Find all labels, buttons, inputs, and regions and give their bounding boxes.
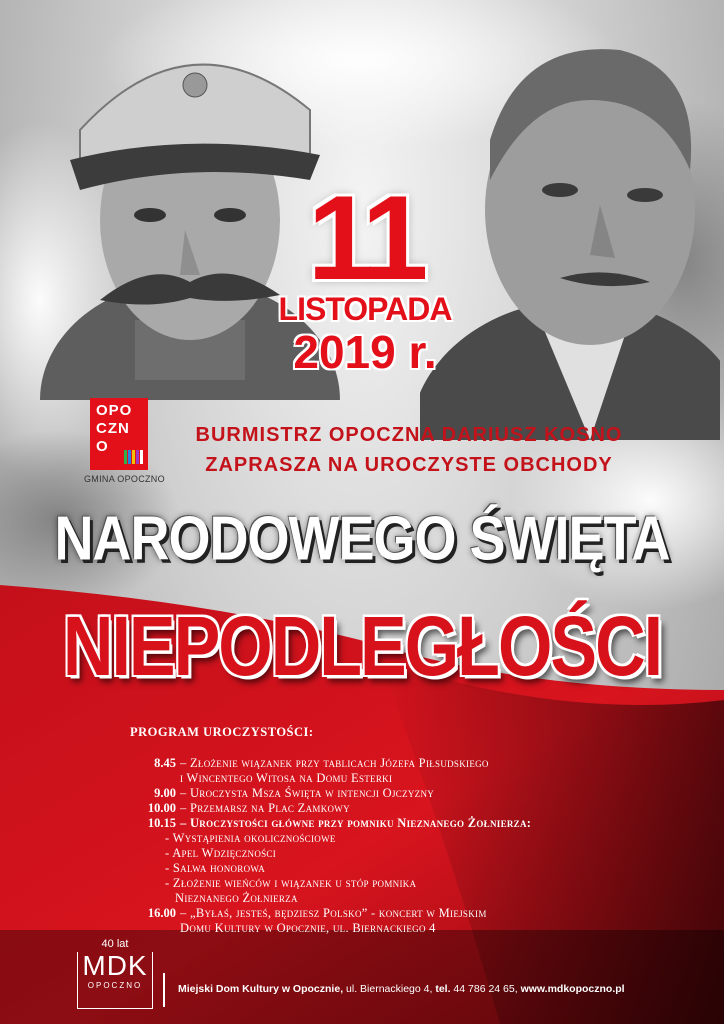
footer-address: ul. Biernackiego 4, xyxy=(343,983,436,995)
program-text: – Uroczysta Msza Święta w intencji Ojczyzny xyxy=(180,786,435,800)
program-subitem: - Wystąpienia okolicznościowe xyxy=(165,831,336,845)
headline-line-1: NARODOWEGO ŚWIĘTA xyxy=(54,504,670,574)
program-text: – Uroczystości główne przy pomniku Nieznanego Żołnierza: xyxy=(180,816,532,830)
footer-divider xyxy=(163,973,165,1007)
program-subitem: Nieznanego Żołnierza xyxy=(175,891,298,905)
program-text-continued: Domu Kultury w Opocznie, ul. Biernackiego 4 xyxy=(180,921,436,935)
footer-tel: 44 786 24 65, xyxy=(450,983,521,995)
program-time: 8.45 xyxy=(154,756,176,770)
program-item xyxy=(120,786,700,801)
invitation-text xyxy=(174,420,644,480)
program-item xyxy=(120,801,700,816)
date-year: 2019 r. xyxy=(293,326,437,378)
program-item xyxy=(120,906,700,921)
mdk-logo-frame xyxy=(77,952,153,1009)
mdk-logo xyxy=(75,938,155,1012)
logo-mark xyxy=(90,398,148,470)
program-time: 9.00 xyxy=(154,786,176,800)
program-item-continuation xyxy=(120,771,700,786)
gmina-logo xyxy=(84,398,182,484)
footer-website: www.mdkopoczno.pl xyxy=(520,983,625,995)
program-item-continuation xyxy=(120,921,700,936)
program-subitem: - Złożenie wieńców i wiązanek u stóp pomnika xyxy=(165,876,417,890)
footer-org: Miejski Dom Kultury w Opocznie, xyxy=(178,983,344,995)
program-time: 10.00 xyxy=(147,801,176,815)
program-text: – „Byłaś, jesteś, będziesz Polsko” - koncert w Miejskim xyxy=(180,906,487,920)
program-time: 10.15 xyxy=(147,816,176,830)
mdk-years: 40 lat xyxy=(101,938,129,950)
date-month: LISTOPADA xyxy=(278,291,452,327)
logo-caption: GMINA OPOCZNO xyxy=(84,474,165,484)
footer-contact xyxy=(178,983,625,995)
program-item xyxy=(120,816,700,831)
invitation-line-1: BURMISTRZ OPOCZNA DARIUSZ KOSNO xyxy=(195,424,623,446)
program-subitem: - Salwa honorowa xyxy=(165,861,265,875)
program-time: 16.00 xyxy=(147,906,176,920)
program-subitem: - Apel Wdzięczności xyxy=(165,846,277,860)
invitation-line-2: ZAPRASZA NA UROCZYSTE OBCHODY xyxy=(205,454,613,476)
event-date xyxy=(270,171,460,378)
footer-tel-label: tel. xyxy=(435,983,451,995)
program-text: – Złożenie wiązanek przy tablicach Józefa Piłsudskiego xyxy=(180,756,489,770)
program-text: – Przemarsz na Plac Zamkowy xyxy=(180,801,350,815)
program-text-continued: i Wincentego Witosa na Domu Esterki xyxy=(180,771,393,785)
logo-color-bars xyxy=(124,450,143,464)
mdk-city: OPOCZNO xyxy=(87,981,143,990)
program-section xyxy=(120,725,700,936)
mdk-name: MDK xyxy=(82,950,148,981)
program-item xyxy=(120,756,700,771)
date-day: 11 xyxy=(307,171,423,305)
headline-line-2: NIEPODLEGŁOŚCI xyxy=(62,599,662,693)
program-heading: PROGRAM UROCZYSTOŚCI: xyxy=(130,725,314,739)
logo-lettering: OPO CZN O xyxy=(96,402,133,455)
